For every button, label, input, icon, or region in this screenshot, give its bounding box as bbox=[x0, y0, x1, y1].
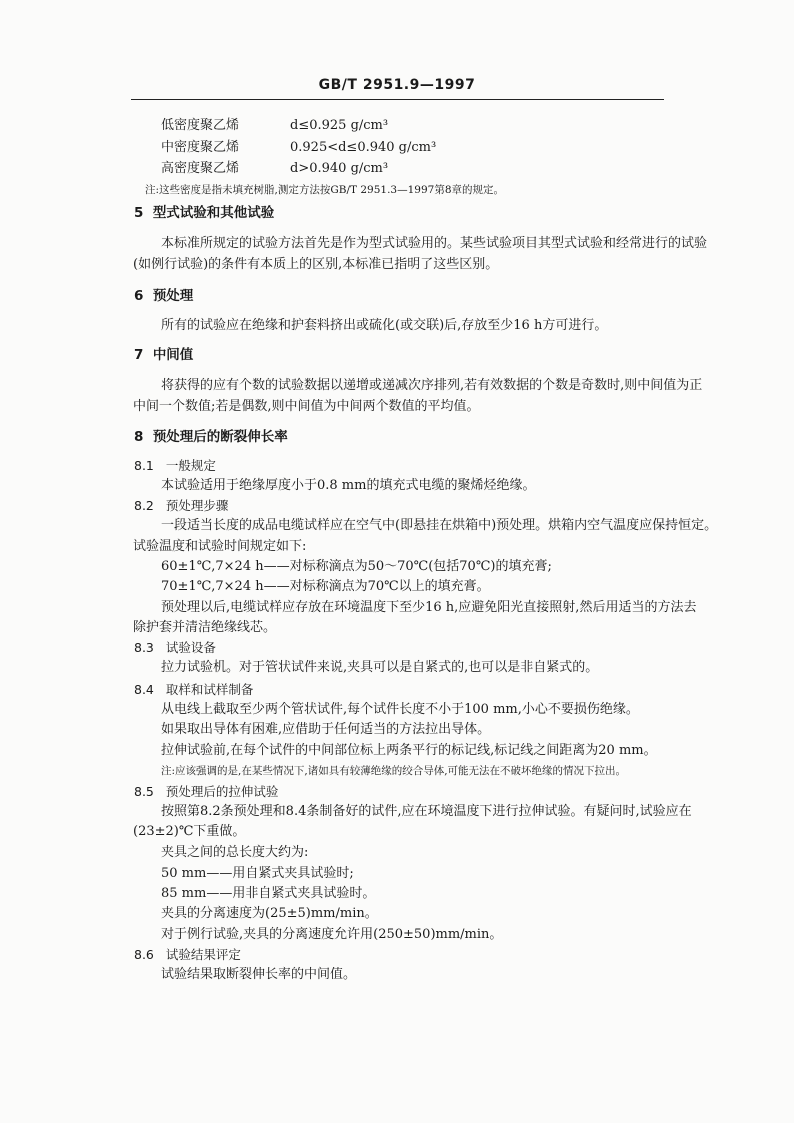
subsection-8-6-title: 试验结果评定 bbox=[165, 947, 241, 962]
subsection-8-5-number: 8.5 bbox=[134, 784, 154, 799]
subsection-8-4-title: 取样和试样制备 bbox=[165, 682, 254, 697]
subsection-8-6-para: 试验结果取断裂伸长率的中间值。 bbox=[161, 967, 357, 982]
subsection-8-1-number: 8.1 bbox=[134, 458, 154, 473]
subsection-8-2-para-line5: 预处理以后,电缆试样应存放在环境温度下至少16 h,应避免阳光直接照射,然后用适当的方法去 bbox=[161, 600, 697, 615]
subsection-8-5-heading bbox=[134, 784, 278, 800]
subsection-8-2-para-line6: 除护套并清洁绝缘线芯。 bbox=[133, 620, 277, 635]
subsection-8-2-para-line2: 试验温度和试验时间规定如下: bbox=[133, 539, 307, 554]
subsection-8-6-number: 8.6 bbox=[134, 947, 154, 962]
subsection-8-4-number: 8.4 bbox=[134, 682, 154, 697]
section-8-title: 预处理后的断裂伸长率 bbox=[152, 429, 288, 445]
section-7-heading bbox=[134, 347, 193, 363]
section-7-number: 7 bbox=[134, 347, 144, 363]
density-name-low: 低密度聚乙烯 bbox=[161, 118, 240, 133]
section-5-para-line1: 本标准所规定的试验方法首先是作为型式试验用的。某些试验项目其型式试验和经常进行的试验 bbox=[161, 236, 708, 251]
subsection-8-2-title: 预处理步骤 bbox=[165, 498, 229, 513]
header-rule bbox=[131, 99, 664, 100]
subsection-8-5-para-line4: 50 mm——用自紧式夹具试验时; bbox=[161, 866, 354, 881]
density-name-high: 高密度聚乙烯 bbox=[161, 161, 240, 176]
section-6-heading bbox=[134, 288, 193, 304]
subsection-8-5-para-line5: 85 mm——用非自紧式夹具试验时。 bbox=[161, 886, 376, 901]
subsection-8-1-para: 本试验适用于绝缘厚度小于0.8 mm的填充式电缆的聚烯烃绝缘。 bbox=[161, 478, 536, 493]
subsection-8-1-heading bbox=[134, 458, 216, 474]
section-8-number: 8 bbox=[134, 429, 144, 445]
section-8-heading bbox=[134, 429, 288, 445]
section-5-para-line2: (如例行试验)的条件有本质上的区别,本标准已指明了这些区别。 bbox=[133, 257, 499, 272]
subsection-8-4-para-line3: 拉伸试验前,在每个试件的中间部位标上两条平行的标记线,标记线之间距离为20 mm。 bbox=[161, 743, 657, 758]
subsection-8-5-para-line1: 按照第8.2条预处理和8.4条制备好的试件,应在环境温度下进行拉伸试验。有疑问时,试验应在 bbox=[161, 804, 692, 819]
density-note: 注:这些密度是指未填充树脂,测定方法按GB/T 2951.3—1997第8章的规定。 bbox=[145, 184, 504, 196]
density-value-medium: 0.925<d≤0.940 g/cm³ bbox=[290, 140, 437, 155]
subsection-8-4-para-line1: 从电线上截取至少两个管状试件,每个试件长度不小于100 mm,小心不要损伤绝缘。 bbox=[161, 702, 639, 717]
section-5-heading bbox=[134, 205, 274, 221]
subsection-8-2-number: 8.2 bbox=[134, 498, 154, 513]
subsection-8-2-condition-2: 70±1℃,7×24 h——对标称滴点为70℃以上的填充膏。 bbox=[161, 579, 490, 594]
subsection-8-2-condition-1: 60±1℃,7×24 h——对标称滴点为50～70℃(包括70℃)的填充膏; bbox=[161, 559, 552, 574]
section-7-title: 中间值 bbox=[152, 347, 194, 363]
subsection-8-3-heading bbox=[134, 640, 216, 656]
density-value-low: d≤0.925 g/cm³ bbox=[290, 118, 389, 133]
density-value-high: d>0.940 g/cm³ bbox=[290, 161, 389, 176]
subsection-8-1-title: 一般规定 bbox=[165, 458, 216, 473]
subsection-8-5-para-line2: (23±2)℃下重做。 bbox=[133, 824, 246, 839]
section-5-title: 型式试验和其他试验 bbox=[152, 205, 275, 221]
subsection-8-4-para-line2: 如果取出导体有困难,应借助于任何适当的方法拉出导体。 bbox=[161, 722, 491, 737]
subsection-8-4-heading bbox=[134, 682, 253, 698]
density-name-medium: 中密度聚乙烯 bbox=[161, 140, 240, 155]
section-6-number: 6 bbox=[134, 288, 144, 304]
subsection-8-5-title: 预处理后的拉伸试验 bbox=[165, 784, 279, 799]
section-5-number: 5 bbox=[134, 205, 144, 221]
subsection-8-3-title: 试验设备 bbox=[165, 640, 216, 655]
section-7-para-line1: 将获得的应有个数的试验数据以递增或递减次序排列,若有效数据的个数是奇数时,则中间值为正 bbox=[161, 378, 703, 393]
subsection-8-5-para-line3: 夹具之间的总长度大约为: bbox=[161, 845, 309, 860]
subsection-8-2-heading bbox=[134, 498, 228, 514]
subsection-8-5-para-line6: 夹具的分离速度为(25±5)mm/min。 bbox=[161, 906, 378, 921]
subsection-8-5-para-line7: 对于例行试验,夹具的分离速度允许用(250±50)mm/min。 bbox=[161, 927, 503, 942]
section-6-title: 预处理 bbox=[152, 288, 194, 304]
subsection-8-3-para: 拉力试验机。对于管状试件来说,夹具可以是自紧式的,也可以是非自紧式的。 bbox=[161, 660, 599, 675]
subsection-8-6-heading bbox=[134, 947, 241, 963]
section-6-para: 所有的试验应在绝缘和护套料挤出或硫化(或交联)后,存放至少16 h方可进行。 bbox=[161, 318, 608, 333]
subsection-8-4-note: 注:应该强调的是,在某些情况下,诸如具有较薄绝缘的绞合导体,可能无法在不破坏绝缘的情况下拉出。 bbox=[161, 765, 627, 777]
subsection-8-3-number: 8.3 bbox=[134, 640, 154, 655]
standard-number: GB/T 2951.9—1997 bbox=[318, 77, 476, 93]
section-7-para-line2: 中间一个数值;若是偶数,则中间值为中间两个数值的平均值。 bbox=[133, 399, 480, 414]
subsection-8-2-para-line1: 一段适当长度的成品电缆试样应在空气中(即悬挂在烘箱中)预处理。烘箱内空气温度应保持恒定。 bbox=[161, 518, 718, 533]
